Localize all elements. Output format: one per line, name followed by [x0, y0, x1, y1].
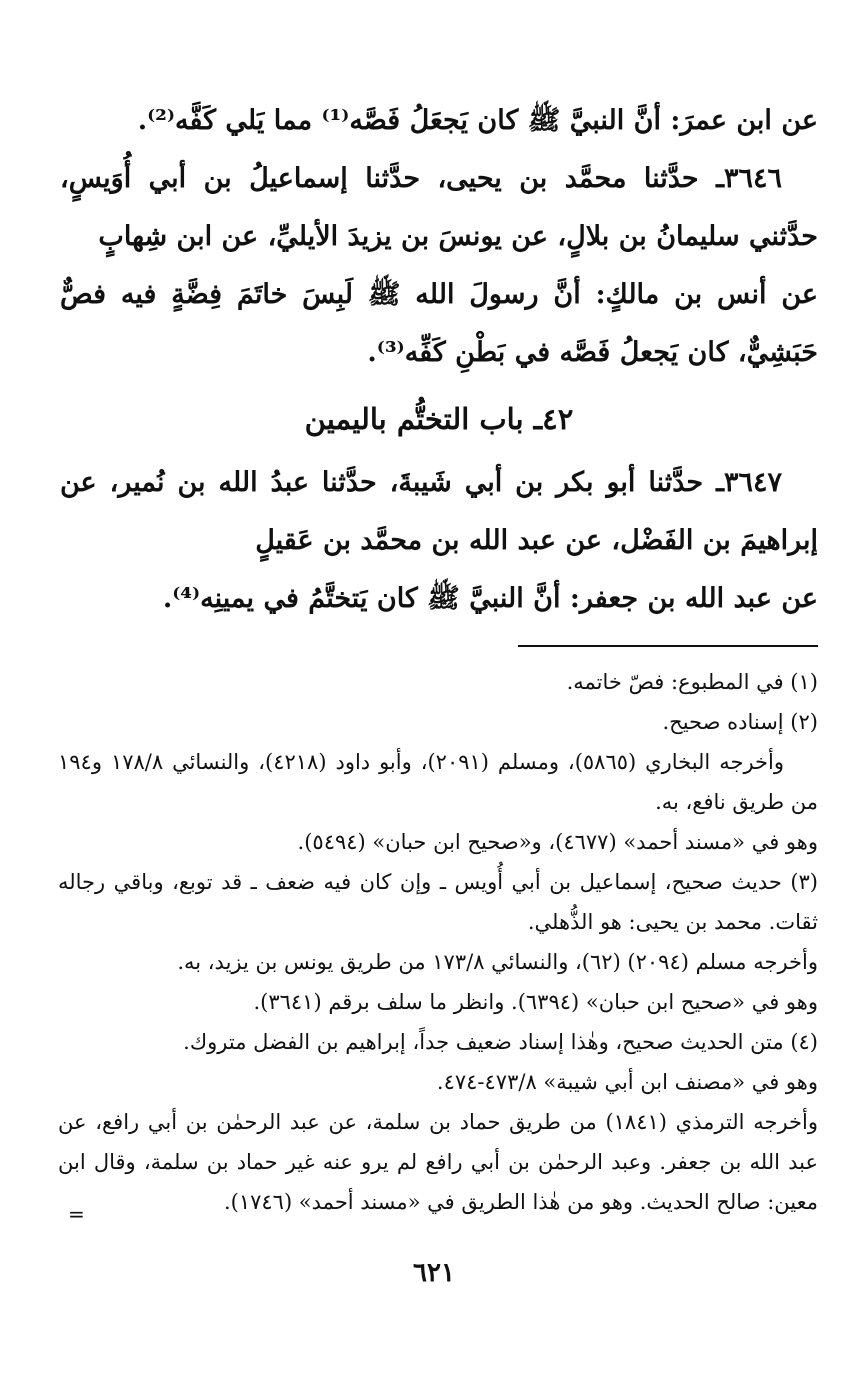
hadith-isnad-3647: ٣٦٤٧ـ حدَّثنا أبو بكر بن أبي شَيبةَ، حدَّثنا عبدُ الله بن نُمير، عن إبراهيمَ بن الفَضْل، عن عبد الله بن محمَّد بن عَقيلٍ — [60, 467, 818, 556]
footnote-2-ref: وهو في «مسند أحمد» (٤٦٧٧)، و«صحيح ابن حبان» (٥٤٩٤). — [297, 830, 818, 854]
hadith-text-1: عن ابن عمرَ: أنَّ النبيَّ ﷺ كان يَجعَلُ فَصَّه⁽¹⁾ مما يَلي كَفَّه⁽²⁾. — [137, 105, 818, 136]
hadith-isnad-3646: ٣٦٤٦ـ حدَّثنا محمَّد بن يحيى، حدَّثنا إسماعيلُ بن أبي أُوَيسٍ، حدَّثني سليمانُ بن بلالٍ، عن يونسَ بن يزيدَ الأيليِّ، عن ابن شِهابٍ — [60, 163, 818, 252]
footnotes — [58, 662, 818, 1222]
footnote-3: (٣) حديث صحيح، إسماعيل بن أبي أُويس ـ وإن كان فيه ضعف ـ قد توبع، وباقي رجاله ثقات. محمد بن يحيى: هو الذُّهلي. — [58, 870, 818, 934]
footnote-4-ref: وهو في «مصنف ابن أبي شيبة» ٤٧٣/٨-٤٧٤. — [436, 1070, 818, 1094]
footnote-1: (١) في المطبوع: فصّ خاتمه. — [566, 670, 818, 694]
main-text — [60, 92, 818, 628]
page-number: ٦٢١ — [413, 1258, 455, 1288]
chapter-heading: ٤٢ـ باب التختُّم باليمين — [304, 402, 574, 436]
continuation-mark: = — [68, 1202, 85, 1226]
hadith-text-3646: عن أنس بن مالكٍ: أنَّ رسولَ الله ﷺ لَبِسَ خاتَمَ فِضَّةٍ فيه فصٌّ حَبَشِيٌّ، كان يَجعلُ فَصَّه في بَطْنِ كَفِّه⁽³⁾. — [60, 279, 818, 368]
footnote-2: (٢) إسناده صحيح. — [662, 710, 818, 734]
footnote-2-takhrij: وأخرجه البخاري (٥٨٦٥)، ومسلم (٢٠٩١)، وأبو داود (٤٢١٨)، والنسائي ١٧٨/٨ و١٩٤ من طريق نافع، به. — [58, 750, 818, 814]
footnote-4-takhrij: وأخرجه الترمذي (١٨٤١) من طريق حماد بن سلمة، عن عبد الرحمٰن بن أبي رافع، عن عبد الله بن جعفر. وعبد الرحمٰن بن أبي رافع لم يرو عنه غير حماد بن سلمة، وقال ابن معين: صالح الحديث. وهو من هٰذا الطريق في «مسند أحمد» (١٧٤٦). — [58, 1110, 818, 1214]
footnote-separator — [518, 645, 818, 647]
hadith-text-3647: عن عبد الله بن جعفر: أنَّ النبيَّ ﷺ كان يَتختَّمُ في يمينِه⁽⁴⁾. — [162, 583, 818, 614]
footnote-4: (٤) متن الحديث صحيح، وهٰذا إسناد ضعيف جداً، إبراهيم بن الفضل متروك. — [183, 1030, 818, 1054]
footnote-3-takhrij: وأخرجه مسلم (٢٠٩٤) (٦٢)، والنسائي ١٧٣/٨ من طريق يونس بن يزيد، به. — [177, 950, 818, 974]
footnote-3-ref: وهو في «صحيح ابن حبان» (٦٣٩٤). وانظر ما سلف برقم (٣٦٤١). — [253, 990, 818, 1014]
